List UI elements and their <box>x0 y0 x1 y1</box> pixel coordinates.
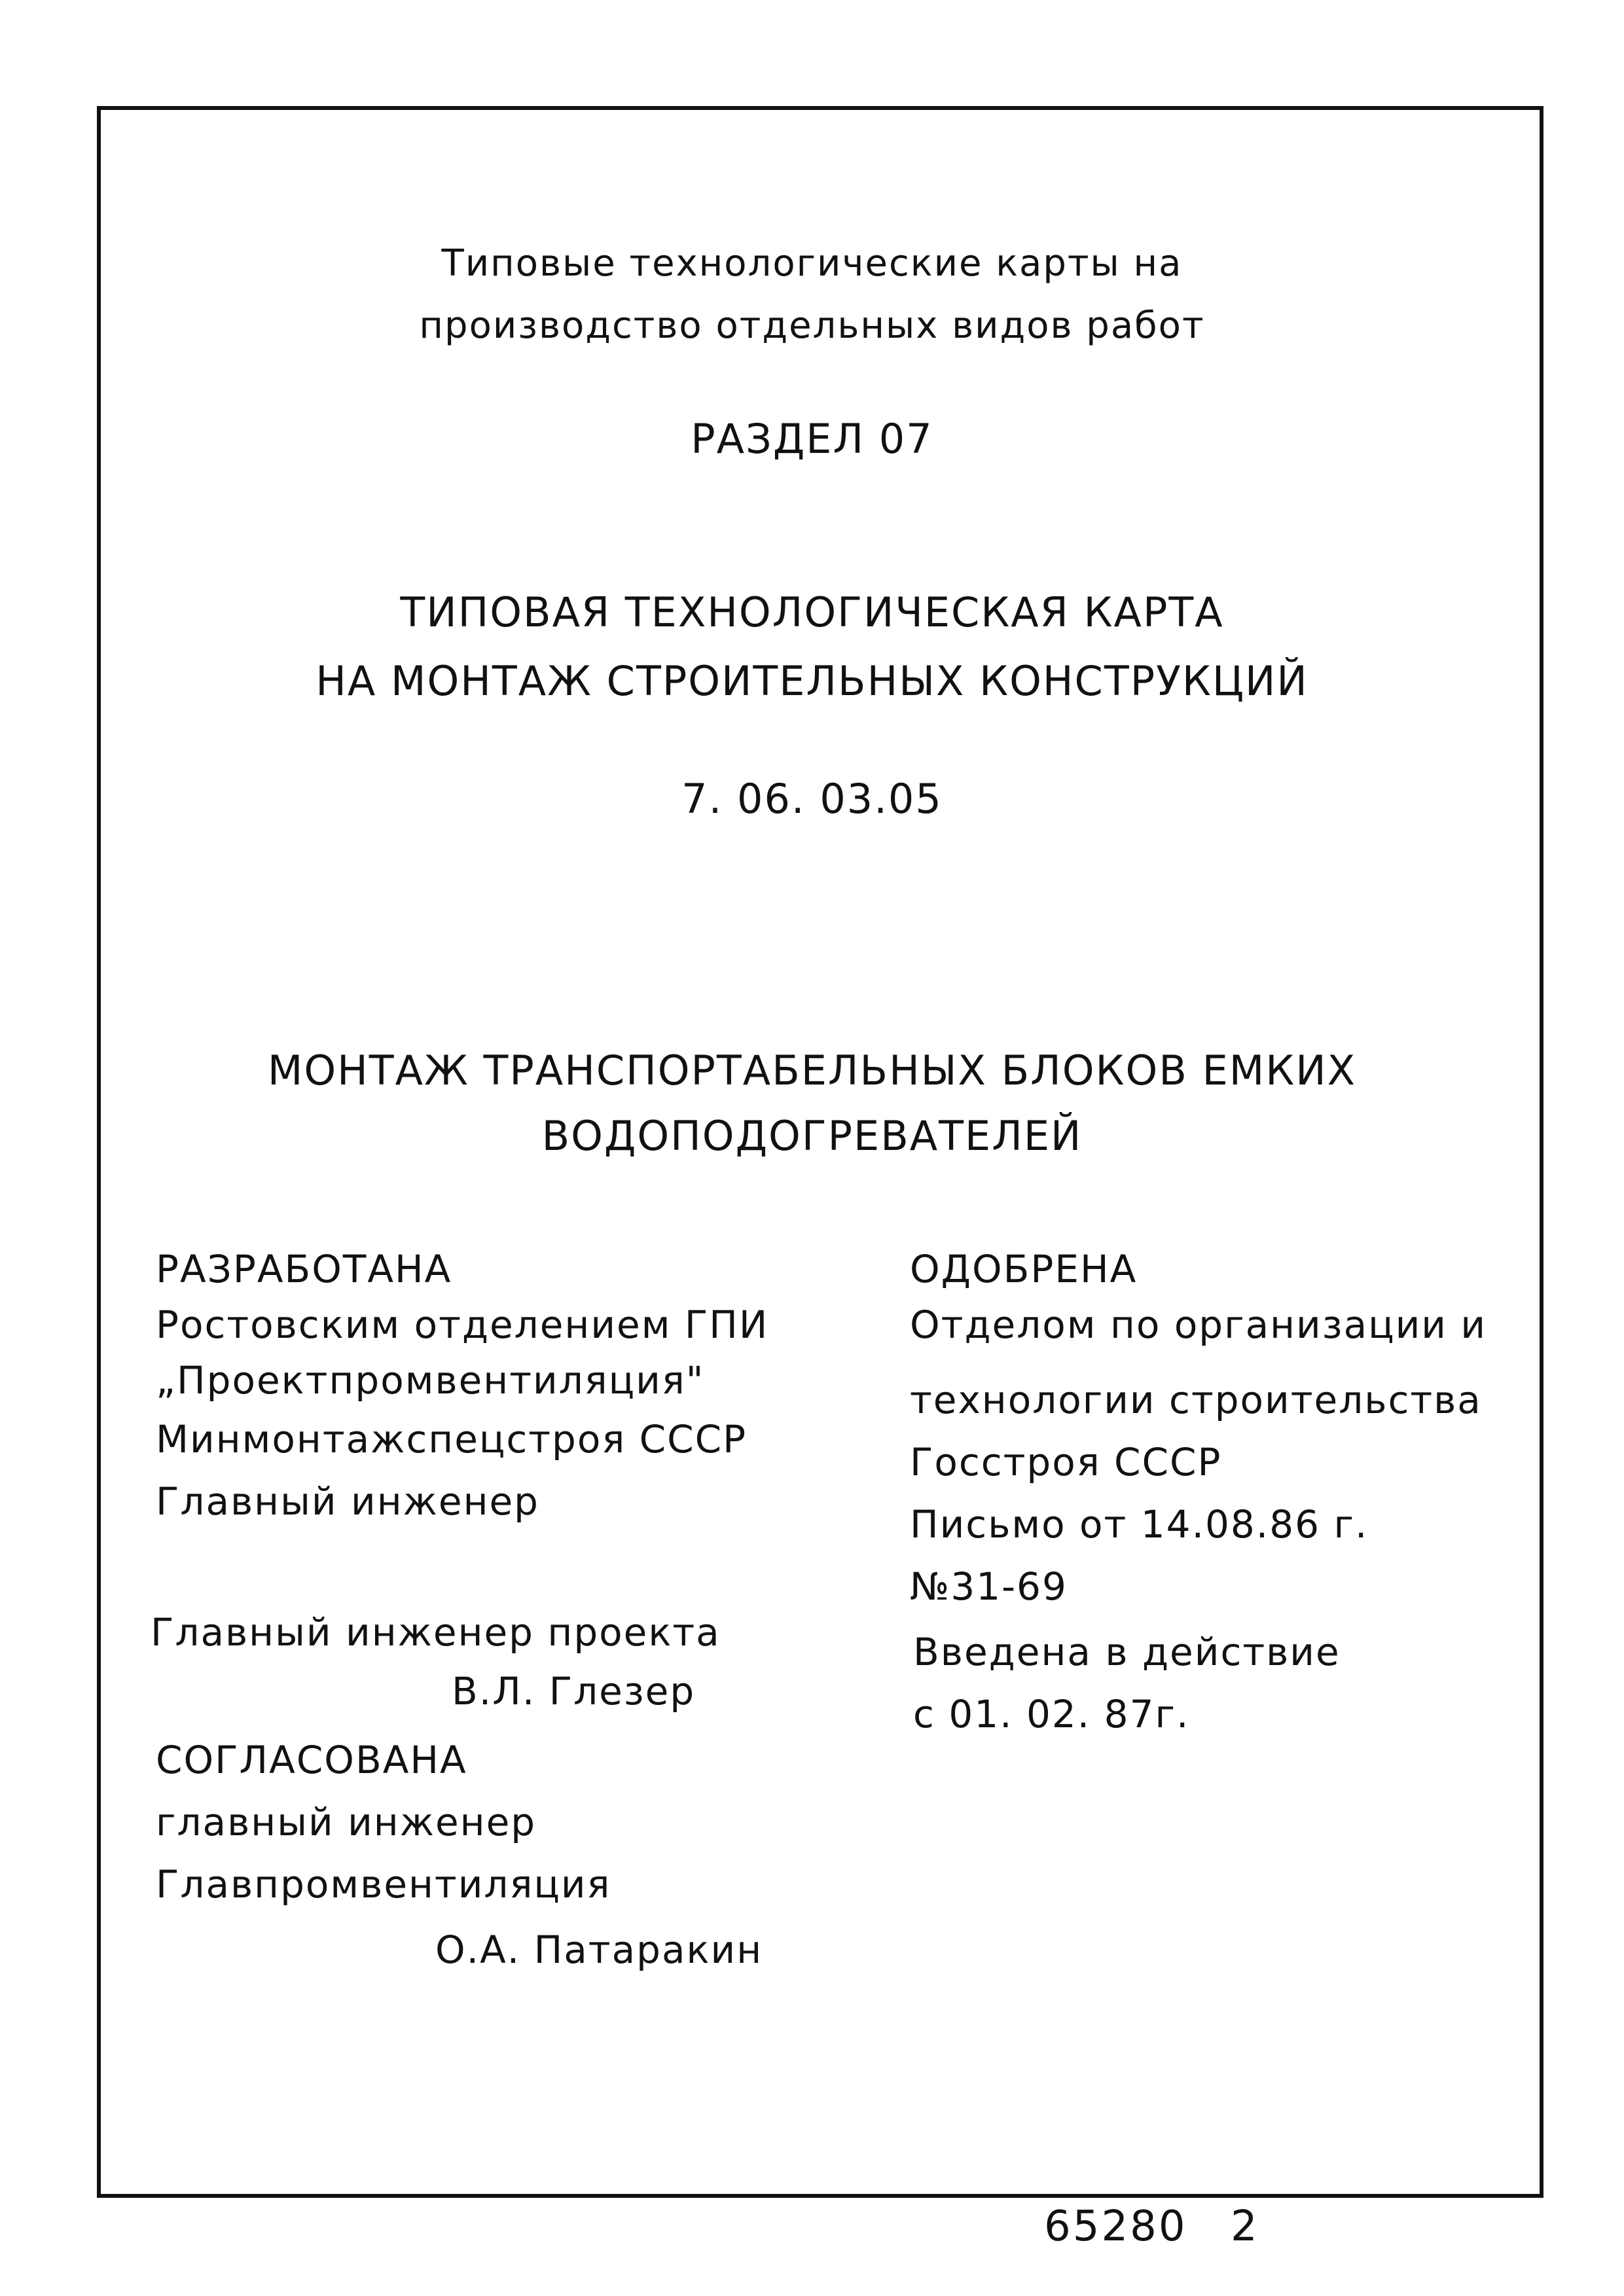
approved-line-2: технологии строительства <box>910 1378 1482 1422</box>
developed-org-line-2: „Проектпромвентиляция" <box>156 1358 705 1403</box>
header-line-2: производство отдельных видов работ <box>419 304 1205 347</box>
effective-line-2: с 01. 02. 87г. <box>913 1692 1190 1736</box>
approved-line-1: Отделом по организации и <box>910 1302 1487 1347</box>
agreed-heading: СОГЛАСОВАНА <box>156 1738 467 1782</box>
subject-line-1: МОНТАЖ ТРАНСПОРТАБЕЛЬНЫХ БЛОКОВ ЕМКИХ <box>267 1047 1357 1094</box>
agreed-position: главный инженер <box>156 1800 537 1844</box>
agreed-org: Главпромвентиляция <box>156 1862 611 1907</box>
document-number: 65280 <box>1044 2202 1187 2251</box>
section-label: РАЗДЕЛ 07 <box>691 415 933 463</box>
approval-number: №31-69 <box>910 1564 1068 1609</box>
developed-position: Главный инженер <box>156 1479 539 1524</box>
project-position: Главный инженер проекта <box>151 1610 721 1655</box>
approved-heading: ОДОБРЕНА <box>910 1247 1138 1291</box>
developed-ministry: Минмонтажспецстроя СССР <box>156 1417 748 1462</box>
approved-line-3: Госстроя СССР <box>910 1440 1222 1484</box>
developed-heading: РАЗРАБОТАНА <box>156 1247 452 1291</box>
card-code: 7. 06. 03.05 <box>681 775 943 823</box>
card-title-line-2: НА МОНТАЖ СТРОИТЕЛЬНЫХ КОНСТРУКЦИЙ <box>316 657 1308 705</box>
subject-line-2: ВОДОПОДОГРЕВАТЕЛЕЙ <box>541 1112 1083 1160</box>
card-title-line-1: ТИПОВАЯ ТЕХНОЛОГИЧЕСКАЯ КАРТА <box>400 588 1224 636</box>
agreed-name: О.А. Патаракин <box>435 1928 763 1972</box>
approval-letter: Письмо от 14.08.86 г. <box>910 1502 1369 1547</box>
effective-line-1: Введена в действие <box>913 1630 1341 1674</box>
page-number: 2 <box>1231 2202 1259 2251</box>
header-line-1: Типовые технологические карты на <box>441 242 1183 285</box>
developed-org-line-1: Ростовским отделением ГПИ <box>156 1302 769 1347</box>
project-name: В.Л. Глезер <box>452 1669 696 1713</box>
